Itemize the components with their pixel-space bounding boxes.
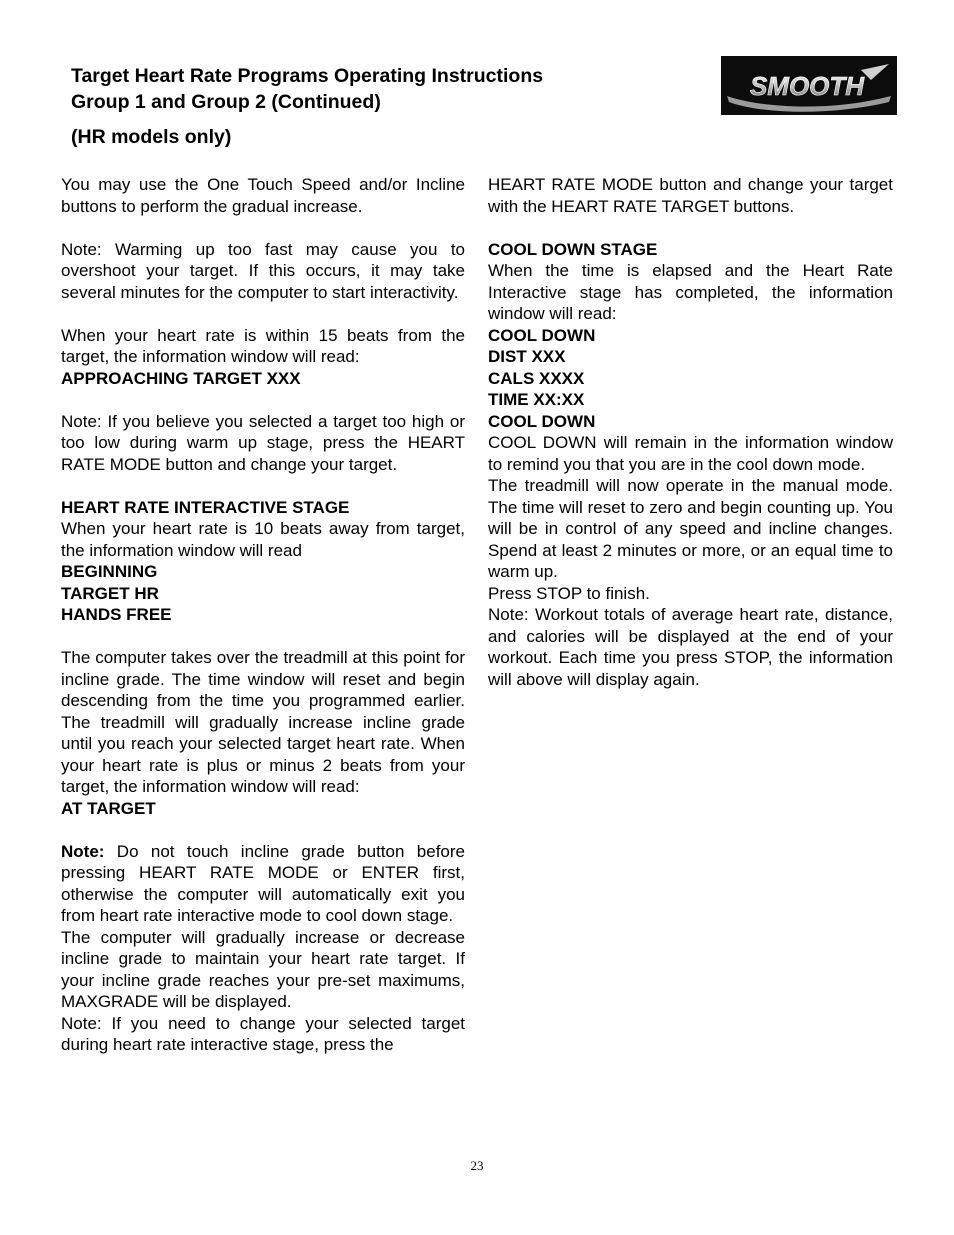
right-column [488,174,893,690]
display-readout: COOL DOWN [488,411,596,431]
paragraph: You may use the One Touch Speed and/or Incline buttons to perform the gradual increase. [61,175,465,216]
display-readout: TARGET HR [61,583,159,603]
note-text: Do not touch incline grade button before pressing HEART RATE MODE or ENTER first, otherwise the computer will automatically exit you from heart rate interactive mode to cool down stage. [61,841,465,925]
paragraph: HEART RATE MODE button and change your target with the HEART RATE TARGET buttons. [488,175,893,216]
paragraph: COOL DOWN will remain in the information window to remind you that you are in the cool down mode. [488,433,893,474]
smooth-logo-graphic [721,56,897,115]
paragraph: Note: If you need to change your selected target during heart rate interactive stage, press the [61,1013,465,1054]
paragraph: Press STOP to finish. [488,583,650,603]
display-readout: DIST XXX [488,347,566,366]
section-heading: HEART RATE INTERACTIVE STAGE [61,497,350,517]
paragraph: Note: Warming up too fast may cause you to overshoot your target. If this occurs, it may take several minutes for the computer to start interactivity. [61,239,465,302]
smooth-logo [721,56,897,115]
page-subtitle: (HR models only) [71,126,232,148]
display-readout: COOL DOWN [488,325,596,345]
note-label: Note: [61,841,105,861]
paragraph: The computer will gradually increase or decrease incline grade to maintain your heart rate target. If your incline grade reaches your pre-set maximums, MAXGRADE will be displayed. [61,927,465,1011]
page-number: 23 [470,1158,484,1173]
display-readout: TIME XX:XX [488,390,585,409]
section-heading: COOL DOWN STAGE [488,239,658,259]
display-readout: HANDS FREE [61,605,172,624]
display-readout: BEGINNING [61,562,158,581]
paragraph: The treadmill will now operate in the manual mode. The time will reset to zero and begin counting up. You will be in control of any speed and incline changes. Spend at least 2 minutes or more, or an equal time to warm up. [488,476,893,581]
paragraph: When your heart rate is within 15 beats from the target, the information window will read: [61,325,465,366]
note-paragraph [61,841,465,927]
page-title [71,63,543,115]
left-column [61,174,465,1056]
paragraph: Note: Workout totals of average heart rate, distance, and calories will be displayed at the end of your workout. Each time you press STOP, the information will above will display again. [488,605,893,689]
logo-wordmark: SMOOTH [749,71,865,101]
display-readout: APPROACHING TARGET XXX [61,368,301,388]
paragraph: Note: If you believe you selected a target too high or too low during warm up stage, press the HEART RATE MODE button and change your target. [61,411,465,474]
title-line-2: Group 1 and Group 2 (Continued) [71,91,381,113]
title-line-1: Target Heart Rate Programs Operating Instructions [71,65,544,87]
paragraph: When the time is elapsed and the Heart Rate Interactive stage has completed, the information window will read: [488,261,893,323]
display-readout: CALS XXXX [488,368,585,388]
paragraph: When your heart rate is 10 beats away from target, the information window will read [61,519,465,560]
paragraph: The computer takes over the treadmill at this point for incline grade. The time window will reset and begin descending from the time you programmed earlier. The treadmill will gradually increase incline grade until you reach your selected target heart rate. When your heart rate is plus or minus 2 beats from your target, the information window will read: [61,648,465,796]
display-readout: AT TARGET [61,798,156,818]
